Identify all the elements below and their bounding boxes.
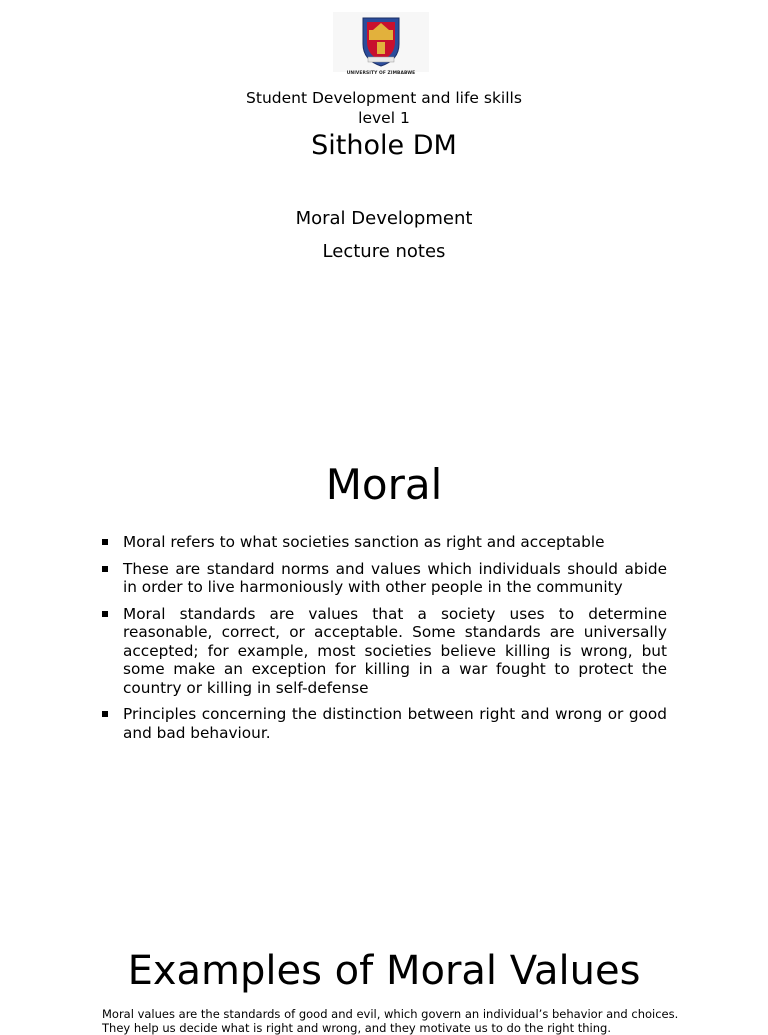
slide-title: Examples of Moral Values xyxy=(127,948,641,994)
bullet-text: These are standard norms and values which individuals should abide in order to live harmoniously with other people in the community xyxy=(123,559,667,596)
slide-title: Moral xyxy=(325,460,443,509)
course-level: level 1 xyxy=(358,109,410,127)
bullet-text: Principles concerning the distinction between right and wrong or good and bad behaviour. xyxy=(123,705,667,742)
author-name: Sithole DM xyxy=(311,130,457,161)
course-title: Student Development and life skills xyxy=(246,89,522,107)
bullet-square-icon xyxy=(102,566,108,572)
slide-body xyxy=(102,1007,702,1035)
lecture-notes-label: Lecture notes xyxy=(322,241,446,262)
body-line: They help us decide what is right and wrong, and they motivate us to do the right thing. xyxy=(102,1021,611,1035)
bullet-item xyxy=(100,705,667,742)
bullet-list xyxy=(100,533,667,750)
bullet-square-icon xyxy=(102,611,108,617)
bullet-item xyxy=(100,605,667,698)
crest-icon xyxy=(333,12,429,72)
bullet-item xyxy=(100,560,667,597)
lecture-topic: Moral Development xyxy=(295,208,473,229)
logo-caption: UNIVERSITY OF ZIMBABWE xyxy=(346,71,416,76)
bullet-item xyxy=(100,533,667,552)
bullet-square-icon xyxy=(102,711,108,717)
bullet-text: Moral standards are values that a society uses to determine reasonable, correct, or acceptable. Some standards are universally accepted; for example, most societies believe killing is wrong, but some make an exception for killing in a war fought to protect the country or killing in self-defense xyxy=(123,604,667,697)
bullet-text: Moral refers to what societies sanction as right and acceptable xyxy=(123,533,605,551)
body-line: Moral values are the standards of good and evil, which govern an individual’s behavior and choices. xyxy=(102,1007,679,1021)
bullet-square-icon xyxy=(102,539,108,545)
